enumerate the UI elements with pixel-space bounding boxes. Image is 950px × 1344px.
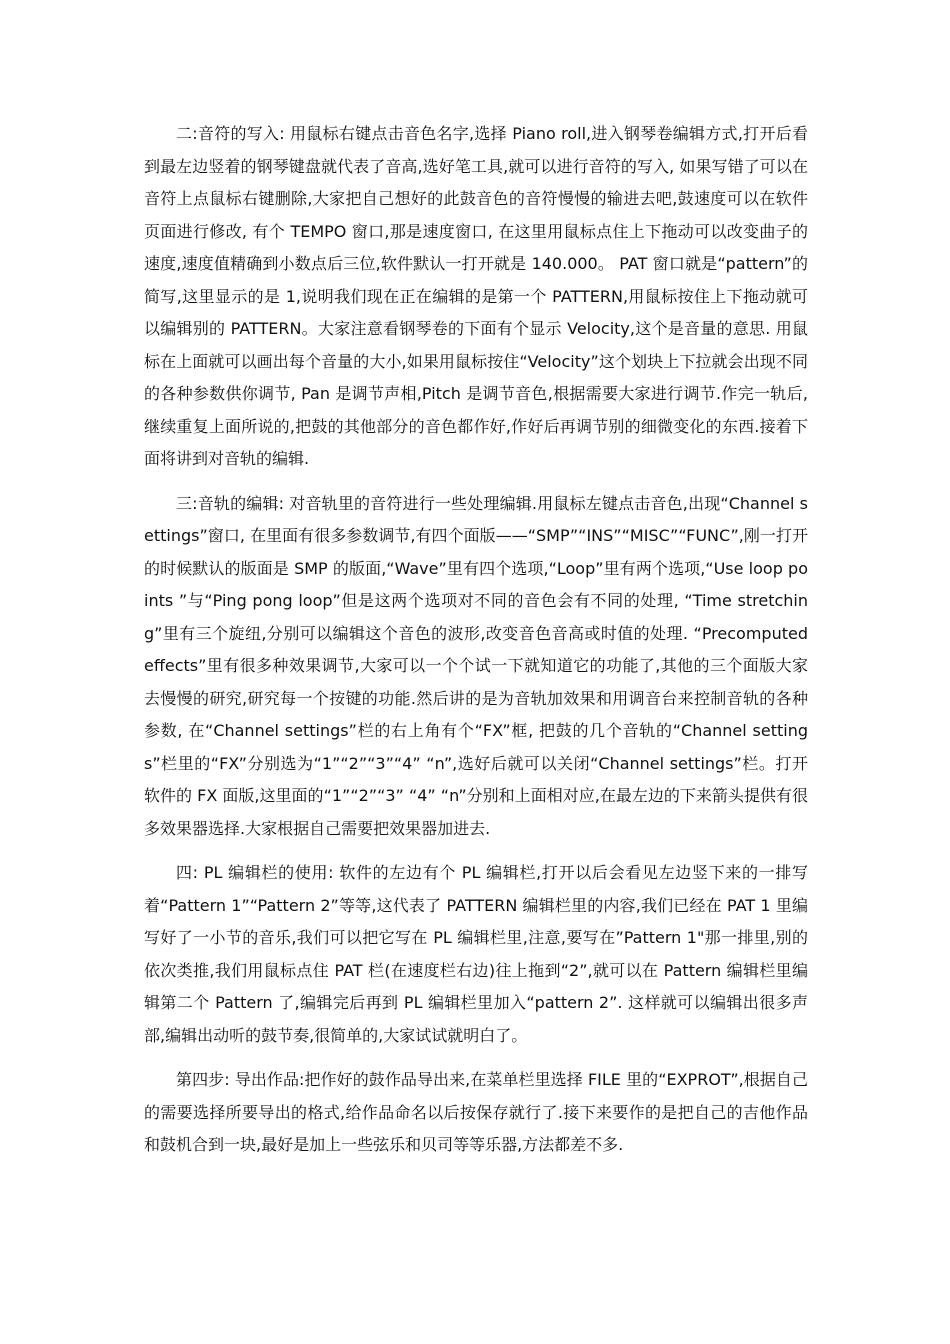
paragraph-track-editing: 三:音轨的编辑: 对音轨里的音符进行一些处理编辑.用鼠标左键点击音色,出现“Channel settings”窗口, 在里面有很多参数调节,有四个面版——“SMP”“INS”“MISC”“FUNC”,刚一打开的时候默认的版面是 SMP 的版面,“Wave”里有四个选项,“Loop”里有两个选项,“Use loop points ”与“Ping pong loop”但是这两个选项对不同的音色会有不同的处理, “Time stretching”里有三个旋纽,分别可以编辑这个音色的波形,改变音色音高或时值的处理. “Precomputed effects”里有很多种效果调节,大家可以一个个试一下就知道它的功能了,其他的三个面版大家去慢慢的研究,研究每一个按键的功能.然后讲的是为音轨加效果和用调音台来控制音轨的各种参数, 在“Channel settings”栏的右上角有个“FX”框, 把鼓的几个音轨的“Channel settings”栏里的“FX”分别选为“1”“2”“3”“4” “n”,选好后就可以关闭“Channel settings”栏。打开软件的 FX 面版,这里面的“1”“2”“3” “4” “n”分别和上面相对应,在最左边的下来箭头提供有很多效果器选择.大家根据自己需要把效果器加进去. bbox=[144, 493, 808, 838]
document-body bbox=[144, 118, 808, 1162]
paragraph-note-input: 二:音符的写入: 用鼠标右键点击音色名字,选择 Piano roll,进入钢琴卷编辑方式,打开后看到最左边竖着的钢琴键盘就代表了音高,选好笔工具,就可以进行音符的写入, 如果写错了可以在音符上点鼠标右键删除,大家把自己想好的此鼓音色的音符慢慢的输进去吧,鼓速度可以在软件页面进行修改, 有个 TEMPO 窗口,那是速度窗口, 在这里用鼠标点住上下拖动可以改变曲子的速度,速度值精确到小数点后三位,软件默认一打开就是 140.000。 PAT 窗口就是“pattern”的简写,这里显示的是 1,说明我们现在正在编辑的是第一个 PATTERN,用鼠标按住上下拖动就可以编辑别的 PATTERN。大家注意看钢琴卷的下面有个显示 Velocity,这个是音量的意思. 用鼠标在上面就可以画出每个音量的大小,如果用鼠标按住“Velocity”这个划块上下拉就会出现不同的各种参数供你调节, Pan 是调节声相,Pitch 是调节音色,根据需要大家进行调节.作完一轨后,继续重复上面所说的,把鼓的其他部分的音色都作好,作好后再调节别的细微变化的东西.接着下面将讲到对音轨的编辑. bbox=[144, 124, 808, 468]
paragraph-export: 第四步: 导出作品:把作好的鼓作品导出来,在菜单栏里选择 FILE 里的“EXPROT”,根据自己的需要选择所要导出的格式,给作品命名以后按保存就行了.接下来要作的是把自己的吉他作品和鼓机合到一块,最好是加上一些弦乐和贝司等等乐器,方法都差不多. bbox=[144, 1070, 808, 1154]
paragraph-pl-editor: 四: PL 编辑栏的使用: 软件的左边有个 PL 编辑栏,打开以后会看见左边竖下来的一排写着“Pattern 1”“Pattern 2”等等,这代表了 PATTERN 编辑栏里的内容,我们已经在 PAT 1 里编写好了一小节的音乐,我们可以把它写在 PL 编辑栏里,注意,要写在”Pattern 1"那一排里,别的依次类推,我们用鼠标点住 PAT 栏(在速度栏右边)往上拖到“2”,就可以在 Pattern 编辑栏里编辑第二个 Pattern 了,编辑完后再到 PL 编辑栏里加入“pattern 2”. 这样就可以编辑出很多声部,编辑出动听的鼓节奏,很简单的,大家试试就明白了。 bbox=[144, 863, 808, 1045]
